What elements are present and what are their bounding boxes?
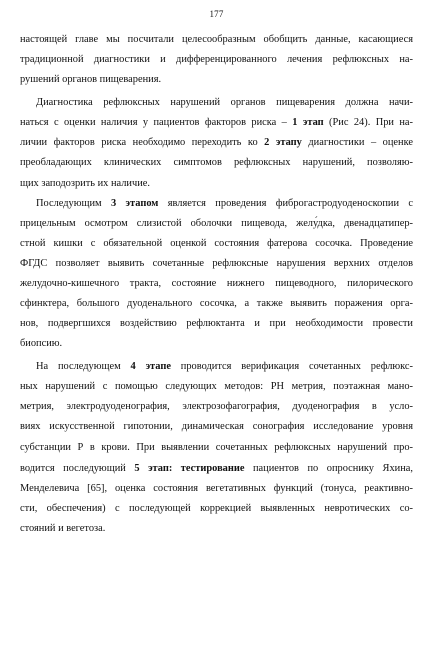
text-line: стной кишки с обязательной оценкой состояния фатерова сосочка. Проведение <box>20 238 413 249</box>
text-line: стояний и вегетоза. <box>20 523 106 534</box>
line-text: проводится верификация сочетанных рефлюкс- <box>170 361 414 372</box>
text-line <box>20 116 413 129</box>
text-line: субстанции Р в крови. При выявлении сочетанных рефлюксных нарушений про- <box>20 442 413 453</box>
text-line <box>36 197 413 210</box>
step-highlight: 3 этапом <box>110 198 159 209</box>
step-highlight: 1 этап <box>292 117 324 128</box>
text-line: виях искусственной гипотонии, динамическая сонография исследование уровня <box>20 421 413 432</box>
line-text: пациентов по опроснику Яхина, <box>244 463 413 474</box>
step-highlight: 5 этап: тестирование <box>134 463 245 474</box>
line-text: водится последующий <box>20 463 135 474</box>
text-line: биопсию. <box>20 338 63 349</box>
text-line <box>20 462 413 475</box>
text-line: преобладающих клинических симптомов рефлюксных нарушений, позволяю- <box>20 157 413 168</box>
text-line: Менделевича [65], оценка состояния вегетативных функций (тонуса, реактивно- <box>20 483 413 494</box>
text-line: ФГДС позволяет выявить сочетанные рефлюксные нарушения верхних отделов <box>20 258 413 269</box>
text-line <box>36 360 413 373</box>
line-text: наться с оценки наличия у пациентов факторов риска – <box>20 117 293 128</box>
text-line: метрия, электродуоденография, электрозофагография, дуоденография в усло- <box>20 401 413 412</box>
line-text: (Рис 24). При на- <box>323 117 414 128</box>
line-text: Последующим <box>36 198 111 209</box>
line-text: является проведения фиброгастродуоденоскопии с <box>158 198 413 209</box>
text-line: Диагностика рефлюксных нарушений органов пищеварения должна начи- <box>36 97 413 108</box>
line-text: личии факторов риска необходимо переходить ко <box>20 137 265 148</box>
text-line: рушений органов пищеварения. <box>20 74 162 85</box>
text-line: ных нарушений с помощью следующих методов: PH метрия, поэтажная мано- <box>20 381 413 392</box>
text-line: сти, обеспечения) с последующей коррекцией выявленных невротических со- <box>20 503 413 514</box>
text-line: прицельным осмотром слизистой оболочки пищевода, желу́дка, двенадцатипер- <box>20 218 413 229</box>
text-line: желудочно-кишечного тракта, состояние нижнего пищеводного, пилорического <box>20 278 413 289</box>
text-line: сфинктера, большого дуоденального сосочка, а также выявить поражения орга- <box>20 298 413 309</box>
text-line: нов, подвергшихся воздействию рефлюктанта и при необходимости провести <box>20 318 413 329</box>
step-highlight: 4 этапе <box>130 361 171 372</box>
text-line <box>20 136 413 149</box>
page-number: 177 <box>209 9 224 19</box>
line-text: На последующем <box>36 361 131 372</box>
text-line: традиционной диагностики и дифференцированного лечения рефлюксных на- <box>20 54 413 65</box>
step-highlight: 2 этапу <box>264 137 302 148</box>
text-line: настоящей главе мы посчитали целесообразным обобщить данные, касающиеся <box>20 34 413 45</box>
line-text: диагностики – оценке <box>301 137 413 148</box>
text-line: щих заподозрить их наличие. <box>20 178 150 189</box>
